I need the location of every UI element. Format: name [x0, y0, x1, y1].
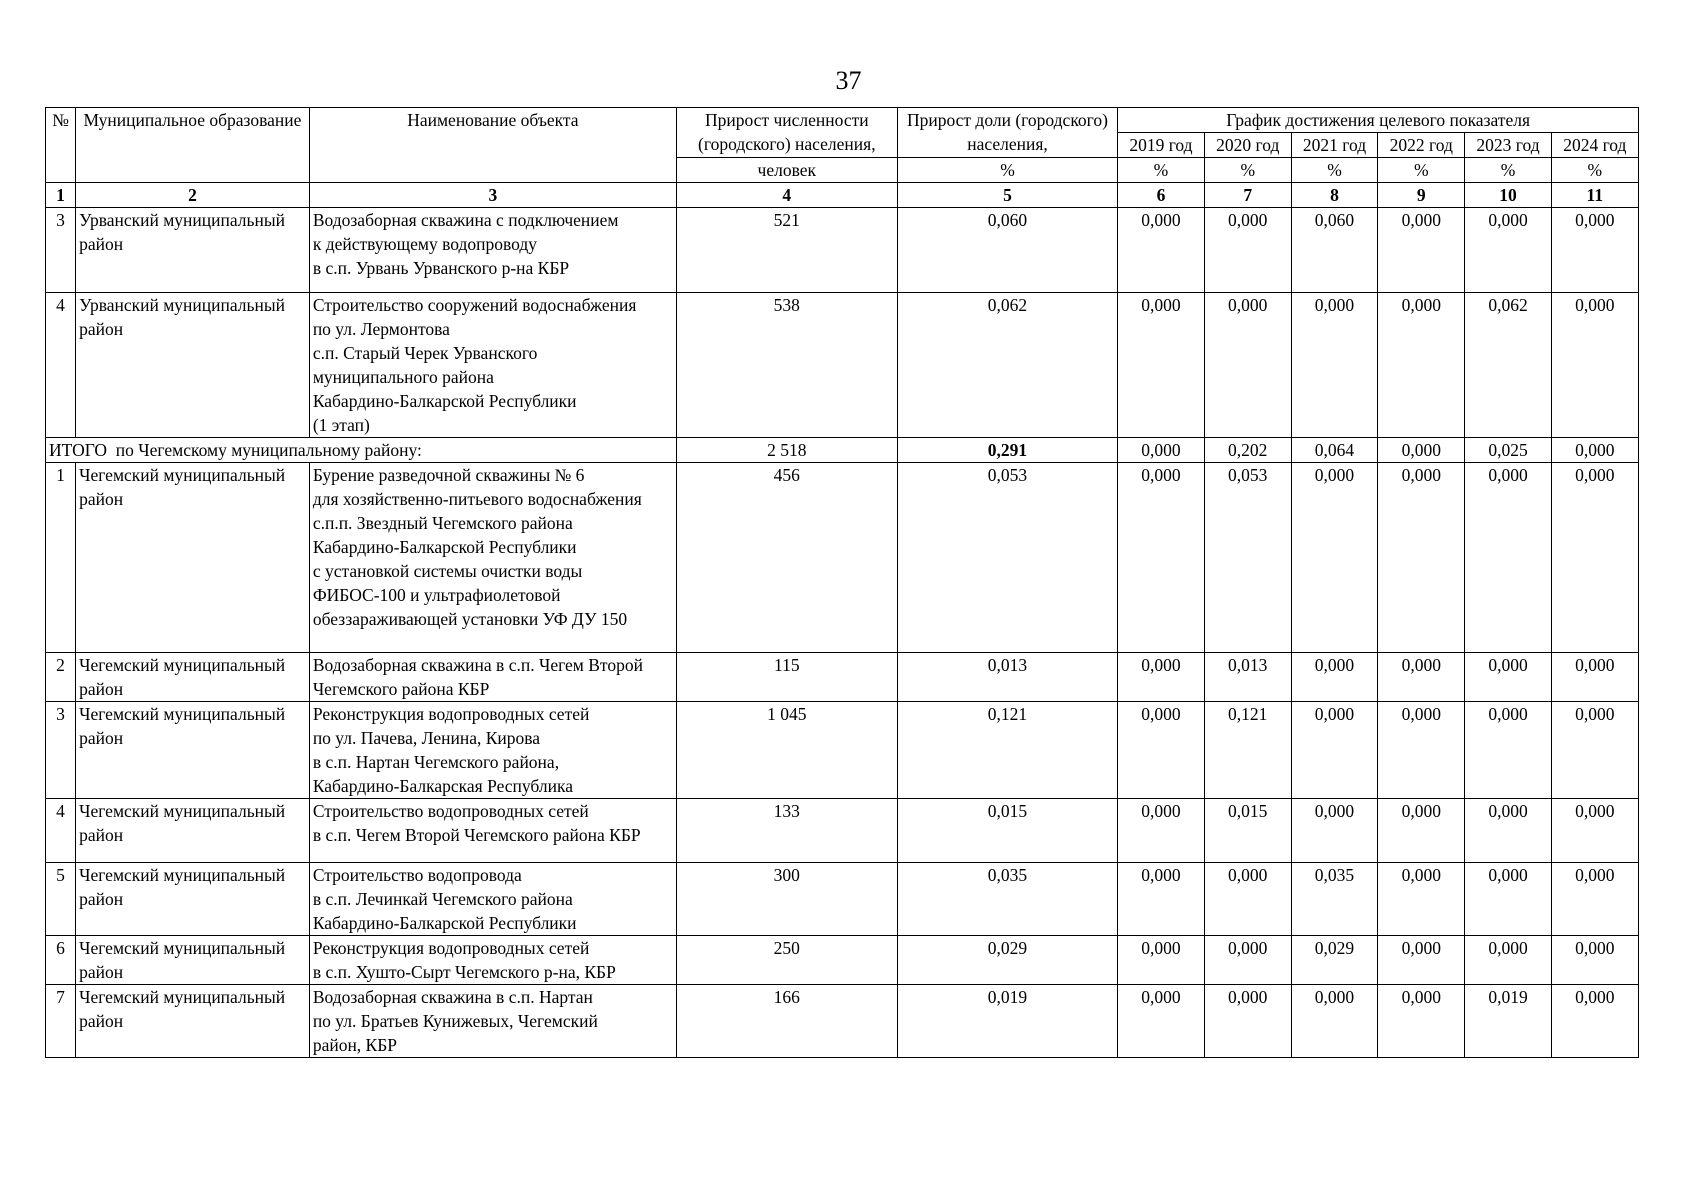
year-value-cell: 0,000 — [1378, 208, 1465, 293]
object-name-line: обеззараживающей установки УФ ДУ 150 — [312, 609, 628, 629]
year-value-cell: 0,000 — [1551, 293, 1638, 438]
year-value-cell: 0,000 — [1118, 936, 1204, 985]
population-growth-cell: 133 — [676, 799, 897, 863]
object-name-line: Водозаборная скважина в с.п. Нартан — [312, 987, 593, 1007]
share-growth-cell: 0,053 — [897, 463, 1118, 653]
year-value-cell: 0,000 — [1378, 702, 1465, 799]
row-number: 3 — [46, 702, 76, 799]
header-year: 2024 год — [1551, 133, 1638, 158]
population-growth-cell: 300 — [676, 863, 897, 936]
share-growth-cell: 0,029 — [897, 936, 1118, 985]
header-count-unit: человек — [676, 158, 897, 183]
year-value-cell: 0,000 — [1291, 293, 1377, 438]
share-growth-cell: 0,013 — [897, 653, 1118, 702]
total-row — [46, 438, 1639, 463]
object-name-cell — [309, 936, 676, 985]
header-year: 2020 год — [1204, 133, 1291, 158]
object-name-line: ФИБОС-100 и ультрафиолетовой — [312, 585, 561, 605]
total-year-value: 0,064 — [1291, 438, 1377, 463]
year-value-cell: 0,053 — [1204, 463, 1291, 653]
row-number: 3 — [46, 208, 76, 293]
population-growth-cell: 166 — [676, 985, 897, 1058]
header-growth-count: Прирост численности (городского) населения, — [676, 108, 897, 158]
year-value-cell: 0,000 — [1551, 985, 1638, 1058]
year-value-cell: 0,062 — [1465, 293, 1551, 438]
year-value-cell: 0,000 — [1465, 653, 1551, 702]
header-no: № — [46, 108, 76, 183]
table-row — [46, 463, 1639, 653]
year-value-cell: 0,000 — [1378, 293, 1465, 438]
column-number: 2 — [76, 183, 310, 208]
municipality-cell: Чегемский муниципальный район — [76, 702, 310, 799]
municipality-cell: Чегемский муниципальный район — [76, 653, 310, 702]
table-row — [46, 653, 1639, 702]
object-name-cell — [309, 799, 676, 863]
object-name-cell — [309, 293, 676, 438]
object-name-line: муниципального района — [312, 367, 494, 387]
municipality-cell: Чегемский муниципальный район — [76, 985, 310, 1058]
year-value-cell: 0,000 — [1291, 702, 1377, 799]
header-year: 2023 год — [1465, 133, 1551, 158]
population-growth-cell: 456 — [676, 463, 897, 653]
year-value-cell: 0,000 — [1291, 463, 1377, 653]
object-name-line: по ул. Лермонтова — [312, 319, 450, 339]
header-share-unit: % — [897, 158, 1118, 183]
page-number: 37 — [835, 66, 862, 95]
population-growth-cell: 538 — [676, 293, 897, 438]
year-value-cell: 0,000 — [1118, 293, 1204, 438]
header-municipality: Муниципальное образование — [76, 108, 310, 183]
year-value-cell: 0,000 — [1551, 863, 1638, 936]
table-row — [46, 936, 1639, 985]
year-value-cell: 0,000 — [1465, 936, 1551, 985]
row-number: 4 — [46, 293, 76, 438]
year-value-cell: 0,000 — [1204, 208, 1291, 293]
header-schedule: График достижения целевого показателя — [1118, 108, 1639, 133]
total-share-growth: 0,291 — [897, 438, 1118, 463]
table-row — [46, 702, 1639, 799]
table-row — [46, 208, 1639, 293]
year-value-cell: 0,000 — [1204, 293, 1291, 438]
year-value-cell: 0,000 — [1291, 985, 1377, 1058]
object-name-line: Водозаборная скважина в с.п. Чегем Второй — [312, 655, 643, 675]
year-value-cell: 0,015 — [1204, 799, 1291, 863]
object-name-line: с.п.п. Звездный Чегемского района — [312, 513, 573, 533]
object-name-line: по ул. Братьев Кунижевых, Чегемский — [312, 1011, 598, 1031]
object-name-line: Строительство водопровода — [312, 865, 522, 885]
object-name-line: с установкой системы очистки воды — [312, 561, 583, 581]
object-name-line: Строительство сооружений водоснабжения — [312, 295, 637, 315]
year-value-cell: 0,029 — [1291, 936, 1377, 985]
year-value-cell: 0,000 — [1551, 936, 1638, 985]
object-name-line: Строительство водопроводных сетей — [312, 801, 589, 821]
object-name-line: Чегемского района КБР — [312, 679, 490, 699]
object-name-line: Бурение разведочной скважины № 6 — [312, 465, 585, 485]
object-name-line: Кабардино-Балкарской Республики — [312, 913, 577, 933]
year-value-cell: 0,000 — [1204, 936, 1291, 985]
object-name-line: Реконструкция водопроводных сетей — [312, 704, 590, 724]
object-name-cell — [309, 702, 676, 799]
share-growth-cell: 0,035 — [897, 863, 1118, 936]
header-year-unit: % — [1378, 158, 1465, 183]
year-value-cell: 0,000 — [1118, 463, 1204, 653]
table-body — [46, 108, 1639, 1058]
year-value-cell: 0,000 — [1378, 799, 1465, 863]
column-number: 8 — [1291, 183, 1377, 208]
share-growth-cell: 0,062 — [897, 293, 1118, 438]
header-growth-share: Прирост доли (городского) населения, — [897, 108, 1118, 158]
total-label: ИТОГО по Чегемскому муниципальному району: — [46, 438, 677, 463]
row-number: 1 — [46, 463, 76, 653]
year-value-cell: 0,060 — [1291, 208, 1377, 293]
object-name-line: Кабардино-Балкарской Республики — [312, 391, 577, 411]
share-growth-cell: 0,060 — [897, 208, 1118, 293]
target-indicator-table — [45, 107, 1639, 1058]
header-year-unit: % — [1465, 158, 1551, 183]
object-name-cell — [309, 463, 676, 653]
year-value-cell: 0,000 — [1118, 208, 1204, 293]
year-value-cell: 0,000 — [1204, 985, 1291, 1058]
table-row — [46, 985, 1639, 1058]
year-value-cell: 0,019 — [1465, 985, 1551, 1058]
year-value-cell: 0,035 — [1291, 863, 1377, 936]
object-name-cell — [309, 863, 676, 936]
year-value-cell: 0,000 — [1551, 799, 1638, 863]
year-value-cell: 0,000 — [1551, 702, 1638, 799]
year-value-cell: 0,000 — [1378, 653, 1465, 702]
object-name-cell — [309, 985, 676, 1058]
year-value-cell: 0,000 — [1465, 799, 1551, 863]
total-year-value: 0,000 — [1378, 438, 1465, 463]
year-value-cell: 0,000 — [1118, 863, 1204, 936]
year-value-cell: 0,000 — [1118, 653, 1204, 702]
row-number: 5 — [46, 863, 76, 936]
column-number: 4 — [676, 183, 897, 208]
year-value-cell: 0,000 — [1551, 653, 1638, 702]
share-growth-cell: 0,121 — [897, 702, 1118, 799]
column-number: 10 — [1465, 183, 1551, 208]
column-number: 11 — [1551, 183, 1638, 208]
column-number: 5 — [897, 183, 1118, 208]
object-name-line: к действующему водопроводу — [312, 234, 538, 254]
object-name-line: по ул. Пачева, Ленина, Кирова — [312, 728, 541, 748]
header-object: Наименование объекта — [309, 108, 676, 183]
municipality-cell: Чегемский муниципальный район — [76, 799, 310, 863]
year-value-cell: 0,000 — [1378, 863, 1465, 936]
table-row — [46, 863, 1639, 936]
object-name-line: район, КБР — [312, 1035, 398, 1055]
row-number: 4 — [46, 799, 76, 863]
share-growth-cell: 0,015 — [897, 799, 1118, 863]
year-value-cell: 0,000 — [1291, 799, 1377, 863]
row-number: 2 — [46, 653, 76, 702]
object-name-cell — [309, 208, 676, 293]
year-value-cell: 0,000 — [1291, 653, 1377, 702]
column-numbers-row — [46, 183, 1639, 208]
row-number: 6 — [46, 936, 76, 985]
object-name-line: (1 этап) — [312, 415, 370, 435]
header-year-unit: % — [1291, 158, 1377, 183]
header-year: 2019 год — [1118, 133, 1204, 158]
object-name-line: Кабардино-Балкарской Республики — [312, 537, 577, 557]
object-name-line: Кабардино-Балкарская Республика — [312, 776, 574, 796]
column-number: 1 — [46, 183, 76, 208]
object-name-line: Реконструкция водопроводных сетей — [312, 938, 590, 958]
year-value-cell: 0,000 — [1378, 985, 1465, 1058]
year-value-cell: 0,000 — [1465, 463, 1551, 653]
year-value-cell: 0,000 — [1465, 208, 1551, 293]
year-value-cell: 0,000 — [1118, 702, 1204, 799]
population-growth-cell: 115 — [676, 653, 897, 702]
object-name-line: с.п. Старый Черек Урванского — [312, 343, 538, 363]
municipality-cell: Урванский муниципальный район — [76, 208, 310, 293]
object-name-line: для хозяйственно-питьевого водоснабжения — [312, 489, 642, 509]
year-value-cell: 0,000 — [1118, 799, 1204, 863]
population-growth-cell: 250 — [676, 936, 897, 985]
municipality-cell: Чегемский муниципальный район — [76, 936, 310, 985]
total-population-growth: 2 518 — [676, 438, 897, 463]
municipality-cell: Чегемский муниципальный район — [76, 463, 310, 653]
header-year: 2021 год — [1291, 133, 1377, 158]
total-year-value: 0,000 — [1551, 438, 1638, 463]
header-year-unit: % — [1551, 158, 1638, 183]
year-value-cell: 0,000 — [1378, 463, 1465, 653]
municipality-cell: Урванский муниципальный район — [76, 293, 310, 438]
share-growth-cell: 0,019 — [897, 985, 1118, 1058]
total-year-value: 0,025 — [1465, 438, 1551, 463]
header-year-unit: % — [1118, 158, 1204, 183]
year-value-cell: 0,000 — [1465, 863, 1551, 936]
header-year: 2022 год — [1378, 133, 1465, 158]
object-name-line: в с.п. Лечинкай Чегемского района — [312, 889, 573, 909]
object-name-line: в с.п. Нартан Чегемского района, — [312, 752, 560, 772]
object-name-cell — [309, 653, 676, 702]
header-row-1 — [46, 108, 1639, 133]
year-value-cell: 0,000 — [1551, 463, 1638, 653]
population-growth-cell: 521 — [676, 208, 897, 293]
population-growth-cell: 1 045 — [676, 702, 897, 799]
municipality-cell: Чегемский муниципальный район — [76, 863, 310, 936]
table-row — [46, 293, 1639, 438]
total-year-value: 0,202 — [1204, 438, 1291, 463]
object-name-line: в с.п. Урвань Урванского р-на КБР — [312, 258, 570, 278]
column-number: 7 — [1204, 183, 1291, 208]
table-row — [46, 799, 1639, 863]
column-number: 6 — [1118, 183, 1204, 208]
year-value-cell: 0,121 — [1204, 702, 1291, 799]
year-value-cell: 0,000 — [1378, 936, 1465, 985]
year-value-cell: 0,000 — [1204, 863, 1291, 936]
column-number: 9 — [1378, 183, 1465, 208]
year-value-cell: 0,013 — [1204, 653, 1291, 702]
object-name-line: Водозаборная скважина с подключением — [312, 210, 619, 230]
year-value-cell: 0,000 — [1465, 702, 1551, 799]
column-number: 3 — [309, 183, 676, 208]
row-number: 7 — [46, 985, 76, 1058]
year-value-cell: 0,000 — [1551, 208, 1638, 293]
year-value-cell: 0,000 — [1118, 985, 1204, 1058]
header-year-unit: % — [1204, 158, 1291, 183]
total-year-value: 0,000 — [1118, 438, 1204, 463]
object-name-line: в с.п. Хушто-Сырт Чегемского р-на, КБР — [312, 962, 616, 982]
object-name-line: в с.п. Чегем Второй Чегемского района КБР — [312, 825, 641, 845]
